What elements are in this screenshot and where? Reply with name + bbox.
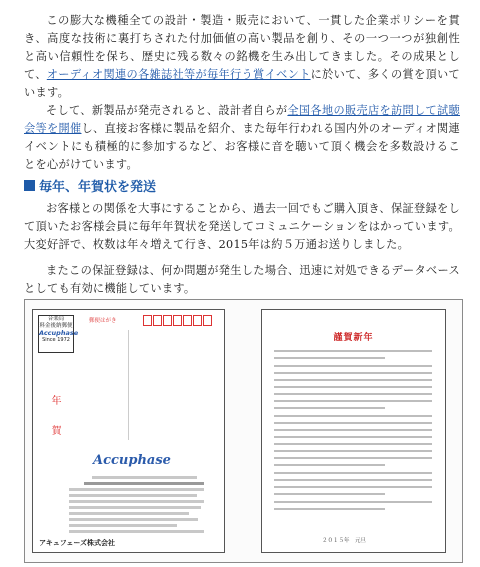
paragraph-2-text-a: そして、新製品が発売されると、設計者自らが	[46, 104, 288, 117]
paragraph-4-text: またこの保証登録は、何か問題が発生した場合、迅速に対処できるデータベースとしても有効に機能しています。	[24, 264, 460, 295]
greeting-date: ２０１５年 元旦	[322, 538, 367, 544]
zip-label: 郵便はがき	[89, 318, 117, 324]
paragraph-4	[24, 262, 460, 298]
postcard-front	[32, 309, 225, 553]
paragraph-1	[24, 12, 460, 102]
company-name: アキュフェーズ株式会社	[39, 539, 116, 547]
address-divider	[128, 330, 129, 440]
stamp-logo: Accuphase	[39, 329, 79, 337]
dealer-visit-link[interactable]: 全国各地の販売店を訪問して試聴会等を開催	[24, 104, 460, 135]
stamp-line-2: 料金後納郵便	[39, 323, 73, 329]
zip-code-boxes	[143, 315, 212, 326]
stamp-line-1: 音楽局	[47, 316, 65, 322]
new-year-card-image	[24, 299, 463, 563]
paragraph-3-text: お客様との関係を大事にすることから、過去一回でもご購入頂き、保証登録をして頂いたお客様会員に毎年年賀状を発送してコミュニケーションをはかっています。大変好評で、枚数は年々増えて行き、2015年は約５万通お送りしました。	[24, 202, 460, 251]
product-text-block	[69, 476, 219, 536]
paragraph-2	[24, 102, 460, 174]
greeting-title: 謹賀新年	[333, 333, 374, 343]
paragraph-2-text-b: し、直接お客様に製品を紹介、また毎年行われる国内外のオーディオ関連イベントにも積極的に参加するなど、お客様に音を聴いて頂く機会を多数設けることを心がけています。	[24, 122, 460, 171]
greeting-text-block	[274, 350, 432, 515]
paragraph-1-text-b: に於いて、多くの賞を頂いています。	[24, 68, 460, 99]
section-heading	[24, 176, 460, 194]
paragraph-3	[24, 200, 460, 254]
postage-stamp	[38, 315, 79, 353]
section-heading-text: 毎年、年賀状を発送	[39, 179, 157, 195]
paragraph-1-text-a: この膨大な機種全ての設計・製造・販売において、一貫した企業ポリシーを貫き、高度な技術に裏打ちされた付加価値の高い製品を創り、その一つ一つが独創性と高い信頼性を保ち、歴史に残る数々の銘機を生み出してきました。その成果として、	[24, 14, 460, 81]
postcard-back	[261, 309, 446, 553]
awards-link[interactable]: オーディオ関連の各雑誌社等が毎年行う賞イベント	[46, 68, 311, 81]
nenga-mark: 年賀	[49, 395, 60, 455]
square-bullet-icon	[24, 180, 35, 191]
stamp-caption: Since 1972	[42, 337, 70, 343]
brand-logo: Accuphase	[93, 453, 171, 468]
